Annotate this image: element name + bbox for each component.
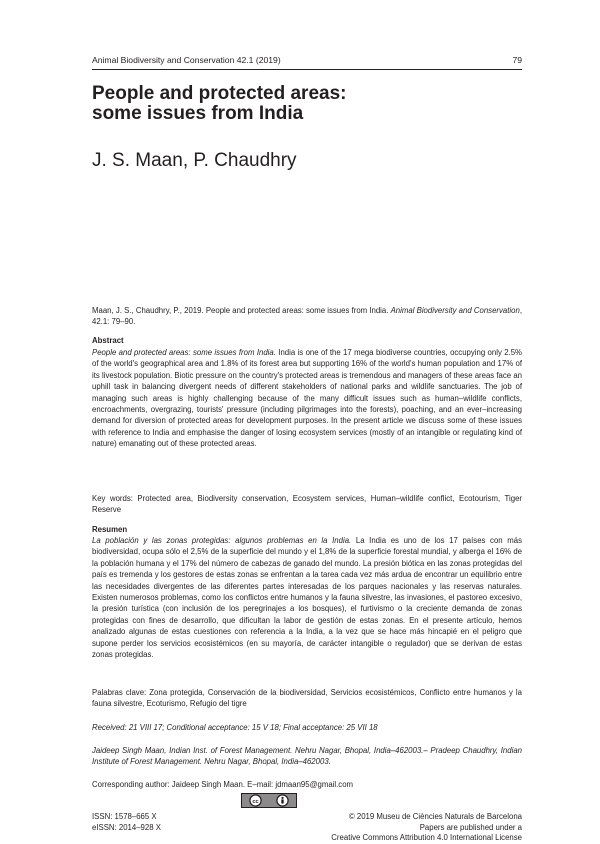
abstract-lead: People and protected areas: some issues from India.: [92, 348, 276, 357]
license-block: [331, 812, 522, 844]
resumen-text: La India es uno de los 17 países con más biodiversidad, ocupa sólo el 2,5% de la superficie del mundo y el 1,8% de la superficie forestal mundial, y alberga el 16% de la población humana y el 17% del número de cabezas de ganado del mundo. La presión biótica en las zonas protegidas del país es tremenda y los gestores de estas zonas se enfrentan a la tarea cada vez más ardua de encontrar un equilibrio entre las necesidades divergentes de las diferentes partes interesadas de los parques nacionales y las reservas naturales. Existen numerosos problemas, como los conflictos entre humanos y la fauna silvestre, las invasiones, el pastoreo excesivo, la presión turística (con inclusión de los peregrinajes a los bosques), el furtivismo o la creciente demanda de zonas protegidas con fines de desarrollo, que dificultan la labor de gestión de estas zonas. En el presente artículo, hemos analizado algunas de estas cuestiones con referencia a la India, a la vez que se hace más hincapié en el peligro que supone perder los servicios ecosistémicos (en su mayoría, de carácter intangible o regulador) que se derivan de estas zonas protegidas.: [92, 536, 522, 660]
journal-name: Animal Biodiversity and Conservation 42.1 (2019): [92, 55, 281, 65]
resumen-heading: Resumen: [92, 525, 128, 534]
issn-block: [92, 812, 161, 833]
citation-prefix: Maan, J. S., Chaudhry, P., 2019. People and protected areas: some issues from India.: [92, 306, 391, 315]
title-line-1: People and protected areas:: [92, 83, 347, 104]
cc-icon: [249, 794, 262, 807]
header-rule: [92, 69, 522, 70]
cc-license-badge[interactable]: [241, 793, 297, 808]
eissn: eISSN: 2014–928 X: [92, 822, 161, 832]
resumen-lead: La población y las zonas protegidas: algunos problemas en la India.: [92, 536, 352, 545]
resumen: [92, 535, 522, 660]
affiliations: [92, 745, 522, 768]
dates-text: Received: 21 VIII 17; Conditional acceptance: 15 V 18; Final acceptance: 25 VII 18: [92, 723, 378, 732]
abstract: [92, 347, 522, 450]
running-header: [92, 55, 522, 65]
article-title: [92, 84, 522, 124]
palabras-clave-text: Palabras clave: Zona protegida, Conservación de la biodiversidad, Servicios ecosistémicos, Conflicto entre humanos y la fauna silvestre, Ecoturismo, Refugio del tigre: [92, 688, 522, 709]
corresponding-text: Corresponding author: Jaideep Singh Maan. E–mail: jdmaan95@gmail.com: [92, 780, 354, 789]
title-line-2: some issues from India: [92, 103, 304, 124]
published-under: Papers are published under a: [419, 822, 522, 832]
issn: ISSN: 1578–665 X: [92, 812, 157, 821]
page-number: 79: [512, 55, 522, 65]
copyright: © 2019 Museu de Ciències Naturals de Barcelona: [348, 812, 522, 821]
citation: [92, 305, 522, 328]
abstract-text: India is one of the 17 mega biodiverse countries, occupying only 2.5% of the world's geographical area and 1.8% of its forest area but supporting 16% of the world's human population and 17% of its livestock population. Biotic pressure on the country's protected areas is tremendous and managers of these areas face an uphill task in balancing divergent needs of different stakeholders of national parks and wildlife sanctuaries. The job of managing such areas is highly challenging because of the many difficult issues such as human–wildlife conflicts, encroachments, overgrazing, tourists' pressure (including pilgrimages into the forests), poaching, and an ever–increasing demand for diversion of protected areas for development purposes. In the present article we discuss some of these issues with reference to India and emphasise the danger of losing ecosystem services (mostly of an intangible or regulating kind of nature) emanating out of these protected areas.: [92, 348, 522, 449]
attribution-icon: [276, 794, 289, 807]
palabras-clave: [92, 687, 522, 710]
affiliations-text: Jaideep Singh Maan, Indian Inst. of Forest Management. Nehru Nagar, Bhopal, India–462003.– Pradeep Chaudhry, Indian Institute of Forest Management. Nehru Nagar, Bhopal, India–462003.: [92, 746, 522, 767]
citation-journal: Animal Biodiversity and Conservation: [390, 306, 520, 315]
abstract-heading: Abstract: [92, 336, 124, 345]
citation-suffix: , 42.1: 79–90.: [92, 306, 522, 327]
license-name: Creative Commons Attribution 4.0 International License: [331, 833, 522, 842]
svg-text:cc: cc: [252, 798, 259, 805]
dates: [92, 722, 522, 733]
keywords: [92, 493, 522, 516]
author-list: J. S. Maan, P. Chaudhry: [92, 150, 297, 171]
corresponding-author: [92, 779, 522, 790]
keywords-text: Key words: Protected area, Biodiversity conservation, Ecosystem services, Human–wildlife conflict, Ecotourism, Tiger Reserve: [92, 494, 522, 515]
